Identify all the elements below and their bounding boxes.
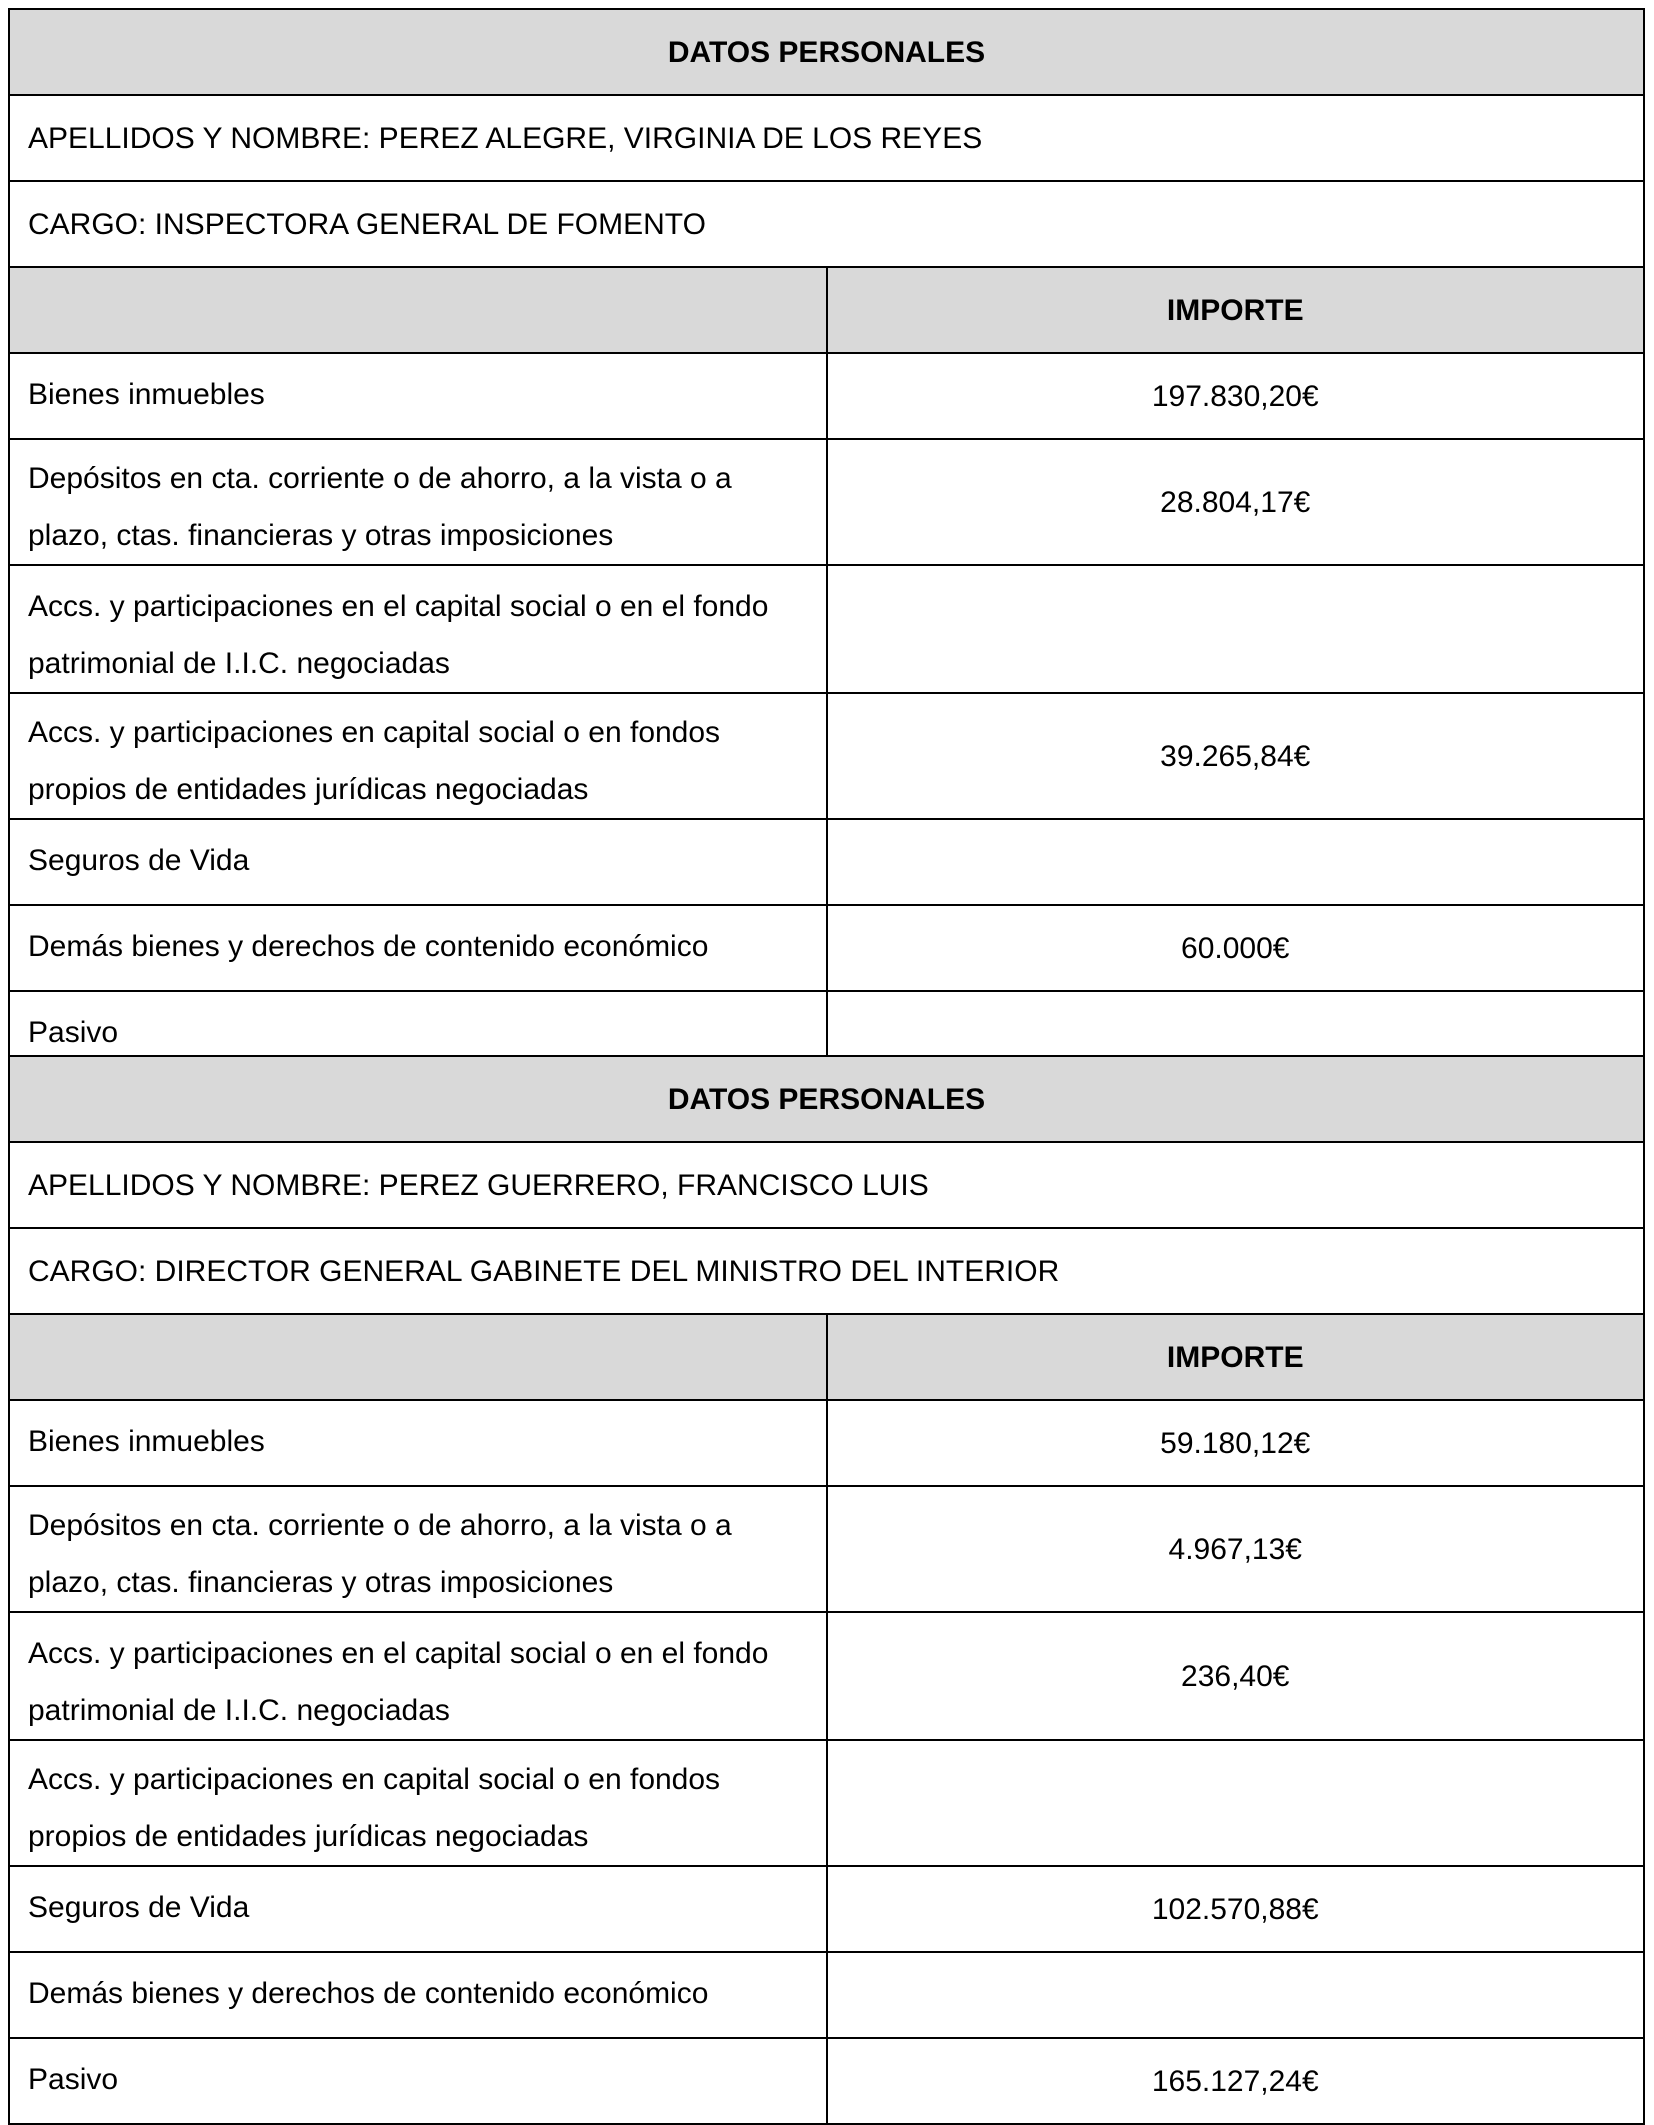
row-label: Accs. y participaciones en el capital social o en el fondo patrimonial de I.I.C. negociadas <box>9 565 827 693</box>
row-label: Pasivo <box>9 2038 827 2124</box>
row-value: 197.830,20€ <box>827 353 1645 439</box>
table-row <box>9 565 1644 693</box>
table-row <box>9 693 1644 819</box>
empty-header-cell <box>9 1314 827 1400</box>
row-label: Accs. y participaciones en capital social o en fondos propios de entidades jurídicas negociadas <box>9 693 827 819</box>
row-label: Accs. y participaciones en el capital social o en el fondo patrimonial de I.I.C. negociadas <box>9 1612 827 1740</box>
table-row <box>9 1740 1644 1866</box>
row-label: Bienes inmuebles <box>9 1400 827 1486</box>
row-label: Accs. y participaciones en capital social o en fondos propios de entidades jurídicas negociadas <box>9 1740 827 1866</box>
cargo-row <box>9 1228 1644 1314</box>
table-row <box>9 1612 1644 1740</box>
declaration-table-2 <box>8 1055 1645 2125</box>
row-label: Seguros de Vida <box>9 1866 827 1952</box>
row-value <box>827 565 1645 693</box>
importe-header-row <box>9 1314 1644 1400</box>
empty-header-cell <box>9 267 827 353</box>
cargo-row <box>9 181 1644 267</box>
table-row <box>9 1400 1644 1486</box>
row-value: 4.967,13€ <box>827 1486 1645 1612</box>
cargo-line: CARGO: DIRECTOR GENERAL GABINETE DEL MINISTRO DEL INTERIOR <box>9 1228 1644 1314</box>
cargo-line: CARGO: INSPECTORA GENERAL DE FOMENTO <box>9 181 1644 267</box>
name-line: APELLIDOS Y NOMBRE: PEREZ GUERRERO, FRANCISCO LUIS <box>9 1142 1644 1228</box>
table-row <box>9 353 1644 439</box>
row-value <box>827 1952 1645 2038</box>
table-row <box>9 1952 1644 2038</box>
title-row <box>9 9 1644 95</box>
row-value: 28.804,17€ <box>827 439 1645 565</box>
row-value: 39.265,84€ <box>827 693 1645 819</box>
table-row <box>9 905 1644 991</box>
title-row <box>9 1056 1644 1142</box>
row-label: Depósitos en cta. corriente o de ahorro, a la vista o a plazo, ctas. financieras y otras imposiciones <box>9 1486 827 1612</box>
table-row <box>9 1486 1644 1612</box>
importe-header: IMPORTE <box>827 1314 1645 1400</box>
row-value: 59.180,12€ <box>827 1400 1645 1486</box>
table-row <box>9 439 1644 565</box>
row-label: Seguros de Vida <box>9 819 827 905</box>
row-value <box>827 1740 1645 1866</box>
section-title: DATOS PERSONALES <box>9 1056 1644 1142</box>
row-label: Demás bienes y derechos de contenido económico <box>9 1952 827 2038</box>
name-row <box>9 1142 1644 1228</box>
row-label: Depósitos en cta. corriente o de ahorro, a la vista o a plazo, ctas. financieras y otras imposiciones <box>9 439 827 565</box>
row-value: 102.570,88€ <box>827 1866 1645 1952</box>
table-row <box>9 2038 1644 2124</box>
row-value: 236,40€ <box>827 1612 1645 1740</box>
row-label: Pasivo <box>9 991 827 1077</box>
declaration-table-1 <box>8 8 1645 1078</box>
table-row <box>9 819 1644 905</box>
row-value: 165.127,24€ <box>827 2038 1645 2124</box>
row-value: 60.000€ <box>827 905 1645 991</box>
row-label: Demás bienes y derechos de contenido económico <box>9 905 827 991</box>
row-label: Bienes inmuebles <box>9 353 827 439</box>
row-value <box>827 819 1645 905</box>
table-row <box>9 1866 1644 1952</box>
section-title: DATOS PERSONALES <box>9 9 1644 95</box>
name-row <box>9 95 1644 181</box>
name-line: APELLIDOS Y NOMBRE: PEREZ ALEGRE, VIRGINIA DE LOS REYES <box>9 95 1644 181</box>
importe-header-row <box>9 267 1644 353</box>
importe-header: IMPORTE <box>827 267 1645 353</box>
